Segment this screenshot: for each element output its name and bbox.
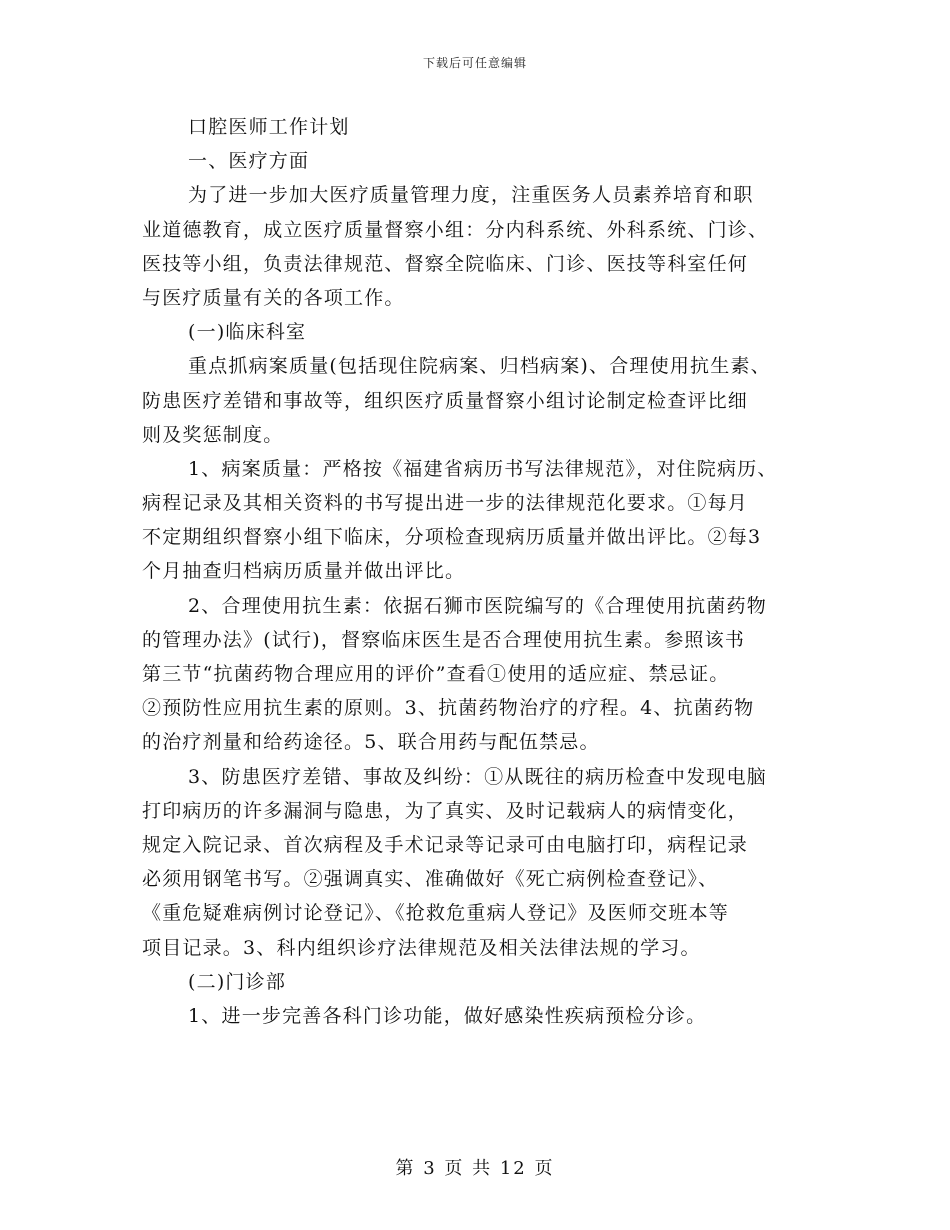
- document-body: [142, 110, 822, 1033]
- paragraph-line: ②预防性应用抗生素的原则。3、抗菌药物治疗的疗程。4、抗菌药物: [142, 697, 755, 720]
- paragraph-line: 1、进一步完善各科门诊功能，做好感染性疾病预检分诊。: [188, 1004, 707, 1027]
- paragraph-line: 医技等小组，负责法律规范、督察全院临床、门诊、医技等科室任何: [142, 252, 749, 275]
- page-header: 下载后可任意编辑: [422, 56, 527, 70]
- paragraph-line: 则及奖惩制度。: [142, 423, 284, 446]
- paragraph-line: 病程记录及其相关资料的书写提出进一步的法律规范化要求。①每月: [142, 492, 749, 515]
- paragraph-line: 第三节“抗菌药物合理应用的评价”查看①使用的适应症、禁忌证。: [142, 663, 730, 685]
- paragraph-line: 业道德教育，成立医疗质量督察小组：分内科系统、外科系统、门诊、: [142, 218, 769, 241]
- subsection-heading: (一)临床科室: [188, 321, 307, 344]
- paragraph-line: 防患医疗差错和事故等，组织医疗质量督察小组讨论制定检查评比细: [142, 389, 749, 412]
- page-number: 第 3 页 共 12 页: [395, 1158, 555, 1179]
- paragraph-line: 与医疗质量有关的各项工作。: [142, 286, 405, 309]
- paragraph-line: 《重危疑难病例讨论登记》、《抢救危重病人登记》及医师交班本等: [142, 902, 730, 925]
- paragraph-line: 2、合理使用抗生素：依据石狮市医院编写的《合理使用抗菌药物: [188, 594, 767, 617]
- paragraph-line: 打印病历的许多漏洞与隐患，为了真实、及时记载病人的病情变化，: [142, 799, 749, 822]
- paragraph-line: 不定期组织督察小组下临床，分项检查现病历质量并做出评比。②每3: [142, 526, 762, 549]
- paragraph-line: 必须用钢笔书写。②强调真实、准确做好《死亡病例检查登记》、: [142, 868, 719, 891]
- document-title: 口腔医师工作计划: [188, 116, 350, 138]
- paragraph-line: 个月抽查归档病历质量并做出评比。: [142, 560, 466, 583]
- paragraph-line: 为了进一步加大医疗质量管理力度，注重医务人员素养培育和职: [188, 184, 754, 207]
- paragraph-line: 3、防患医疗差错、事故及纠纷：①从既往的病历检查中发现电脑: [188, 765, 767, 788]
- paragraph-line: 的治疗剂量和给药途径。5、联合用药与配伍禁忌。: [142, 731, 600, 754]
- paragraph-line: 1、病案质量：严格按《福建省病历书写法律规范》，对住院病历、: [188, 457, 778, 480]
- subsection-heading: (二)门诊部: [188, 970, 287, 993]
- section-heading: 一、医疗方面: [188, 150, 310, 173]
- paragraph-line: 重点抓病案质量(包括现住院病案、归档病案)、合理使用抗生素、: [188, 355, 771, 378]
- paragraph-line: 的管理办法》(试行)，督察临床医生是否合理使用抗生素。参照该书: [142, 628, 746, 651]
- paragraph-line: 项目记录。3、科内组织诊疗法律规范及相关法律法规的学习。: [142, 936, 701, 959]
- paragraph-line: 规定入院记录、首次病程及手术记录等记录可由电脑打印，病程记录: [142, 833, 749, 856]
